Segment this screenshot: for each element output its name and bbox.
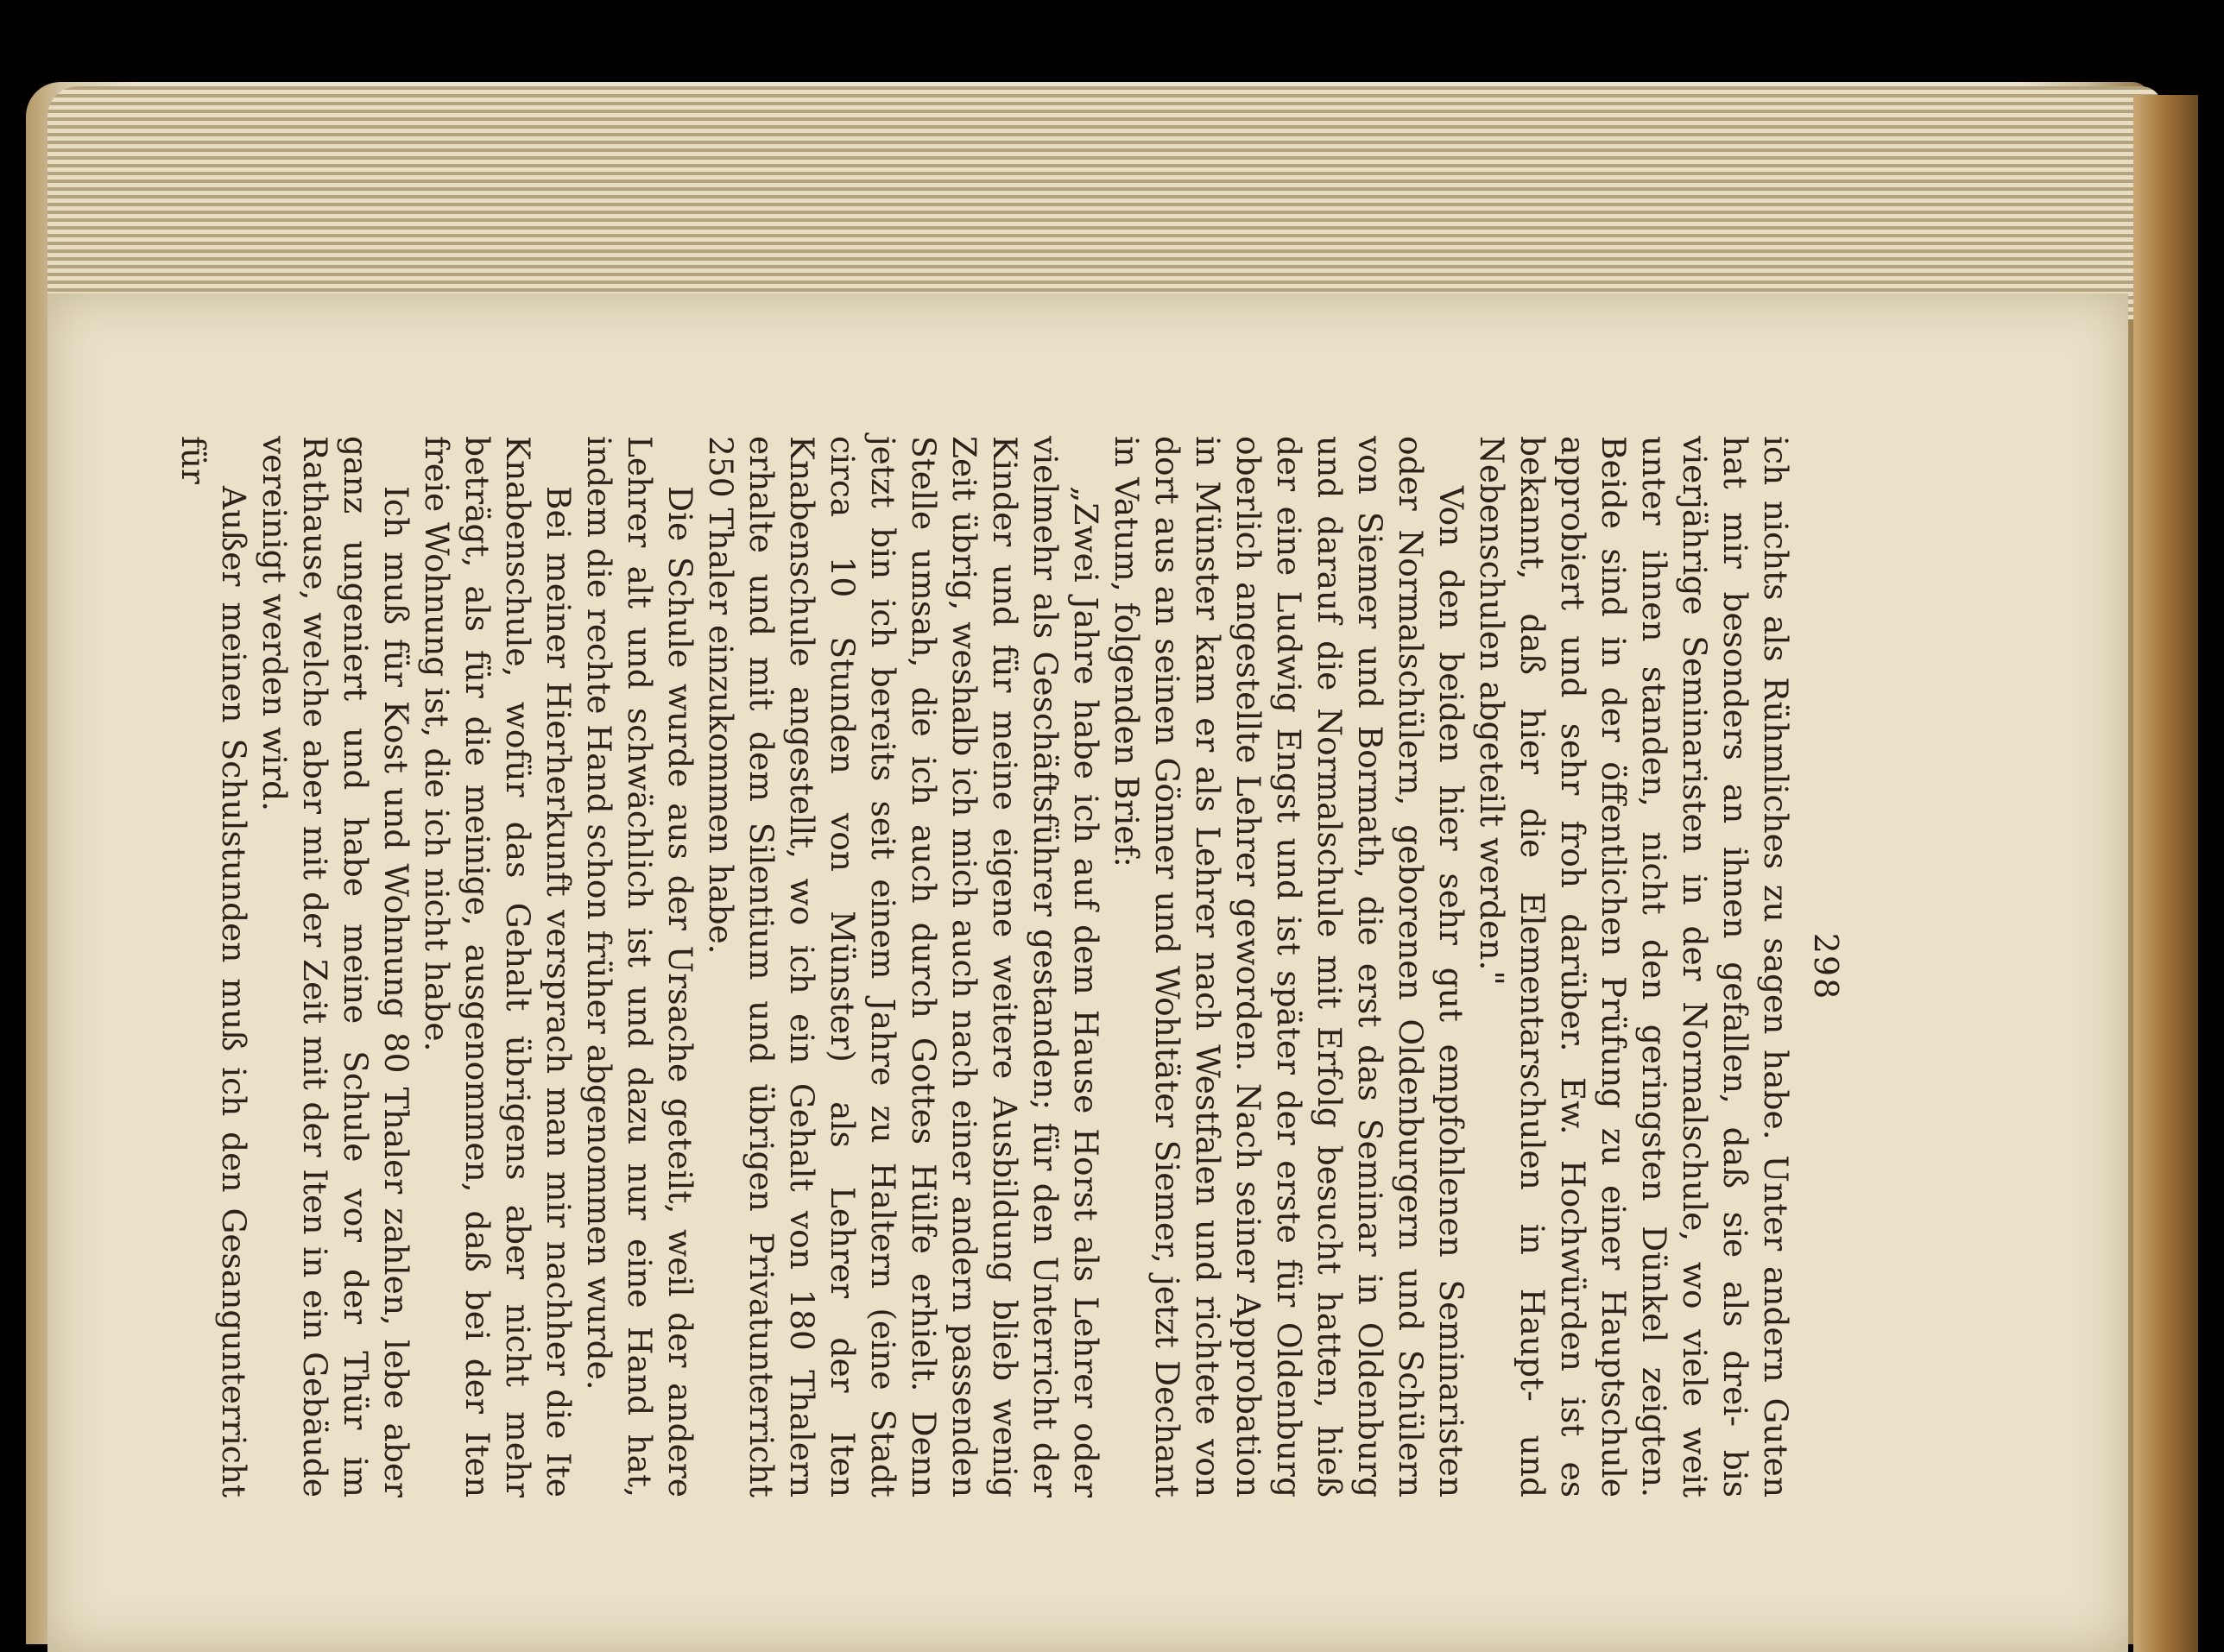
paragraph-3: „Zwei Jahre habe ich auf dem Hause Horst als Lehrer oder vielmehr als Geschäftsführer gestanden; für den Unterricht der Kinder und für meine eigene weitere Ausbildung blieb wenig Zeit übrig, weshalb ich mich auch nach einer andern passenden Stelle umsah, die ich auch durch Gottes Hülfe erhielt. Denn jetzt bin ich bereits seit einem Jahre zu Haltern (eine Stadt circa 10 Stunden von Münster) als Lehrer der Iten Knabenschule angestellt, wo ich ein Gehalt von 180 Thalern erhalte und mit dem Silentium und übrigen Privatunterricht 250 Thaler einzukommen habe. bbox=[702, 436, 1105, 1498]
page-text-block bbox=[174, 436, 1856, 1498]
page-edges bbox=[47, 86, 2163, 319]
book-spine-edge bbox=[2133, 95, 2198, 1652]
paragraph-4: Die Schule wurde aus der Ursache geteilt, weil der andere Lehrer alt und schwächlich ist und dazu nur eine Hand hat, indem die rechte Hand schon früher abgenommen wurde. bbox=[580, 436, 699, 1498]
paragraph-6: Ich muß für Kost und Wohnung 80 Thaler zahlen, lebe aber ganz ungeniert und habe meine Schule vor der Thür im Rathause, welche aber mit der Zeit mit der Iten in ein Gebäude vereinigt werden wird. bbox=[256, 436, 415, 1498]
paragraph-5: Bei meiner Hierherkunft versprach man mir nachher die Ite Knabenschule, wofür das Gehalt übrigens aber nicht mehr beträgt, als für die meinige, ausgenommen, daß bei der Iten freie Wohnung ist, die ich nicht habe. bbox=[418, 436, 578, 1498]
paragraph-1: ich nichts als Rühmliches zu sagen habe. Unter andern Guten hat mir besonders an ihnen gefallen, daß sie als drei- bis vierjährige Seminaristen in der Normalschule, wo viele weit unter ihnen standen, nicht den geringsten Dünkel zeigten. Beide sind in der öffentlichen Prüfung zu einer Hauptschule approbiert und sehr froh darüber. Ew. Hochwürden ist es bekannt, daß hier die Elementarschulen in Haupt- und Nebenschulen abgeteilt werden." bbox=[1473, 436, 1795, 1498]
paragraph-2: Von den beiden hier sehr gut empfohlenen Seminaristen oder Normalschülern, geborenen Oldenburgern und Schülern von Siemer und Bormath, die erst das Seminar in Oldenburg und darauf die Normalschule mit Erfolg besucht hatten, hieß der eine Ludwig Engst und ist später der erste für Oldenburg oberlich angestellte Lehrer geworden. Nach seiner Approbation in Münster kam er als Lehrer nach Westfalen und richtete von dort aus an seinen Gönner und Wohltäter Siemer, jetzt Dechant in Vatum, folgenden Brief: bbox=[1108, 436, 1470, 1498]
page-number: 298 bbox=[1807, 932, 1845, 1001]
paragraph-7: Außer meinen Schulstunden muß ich den Gesangunterricht für bbox=[174, 436, 253, 1498]
